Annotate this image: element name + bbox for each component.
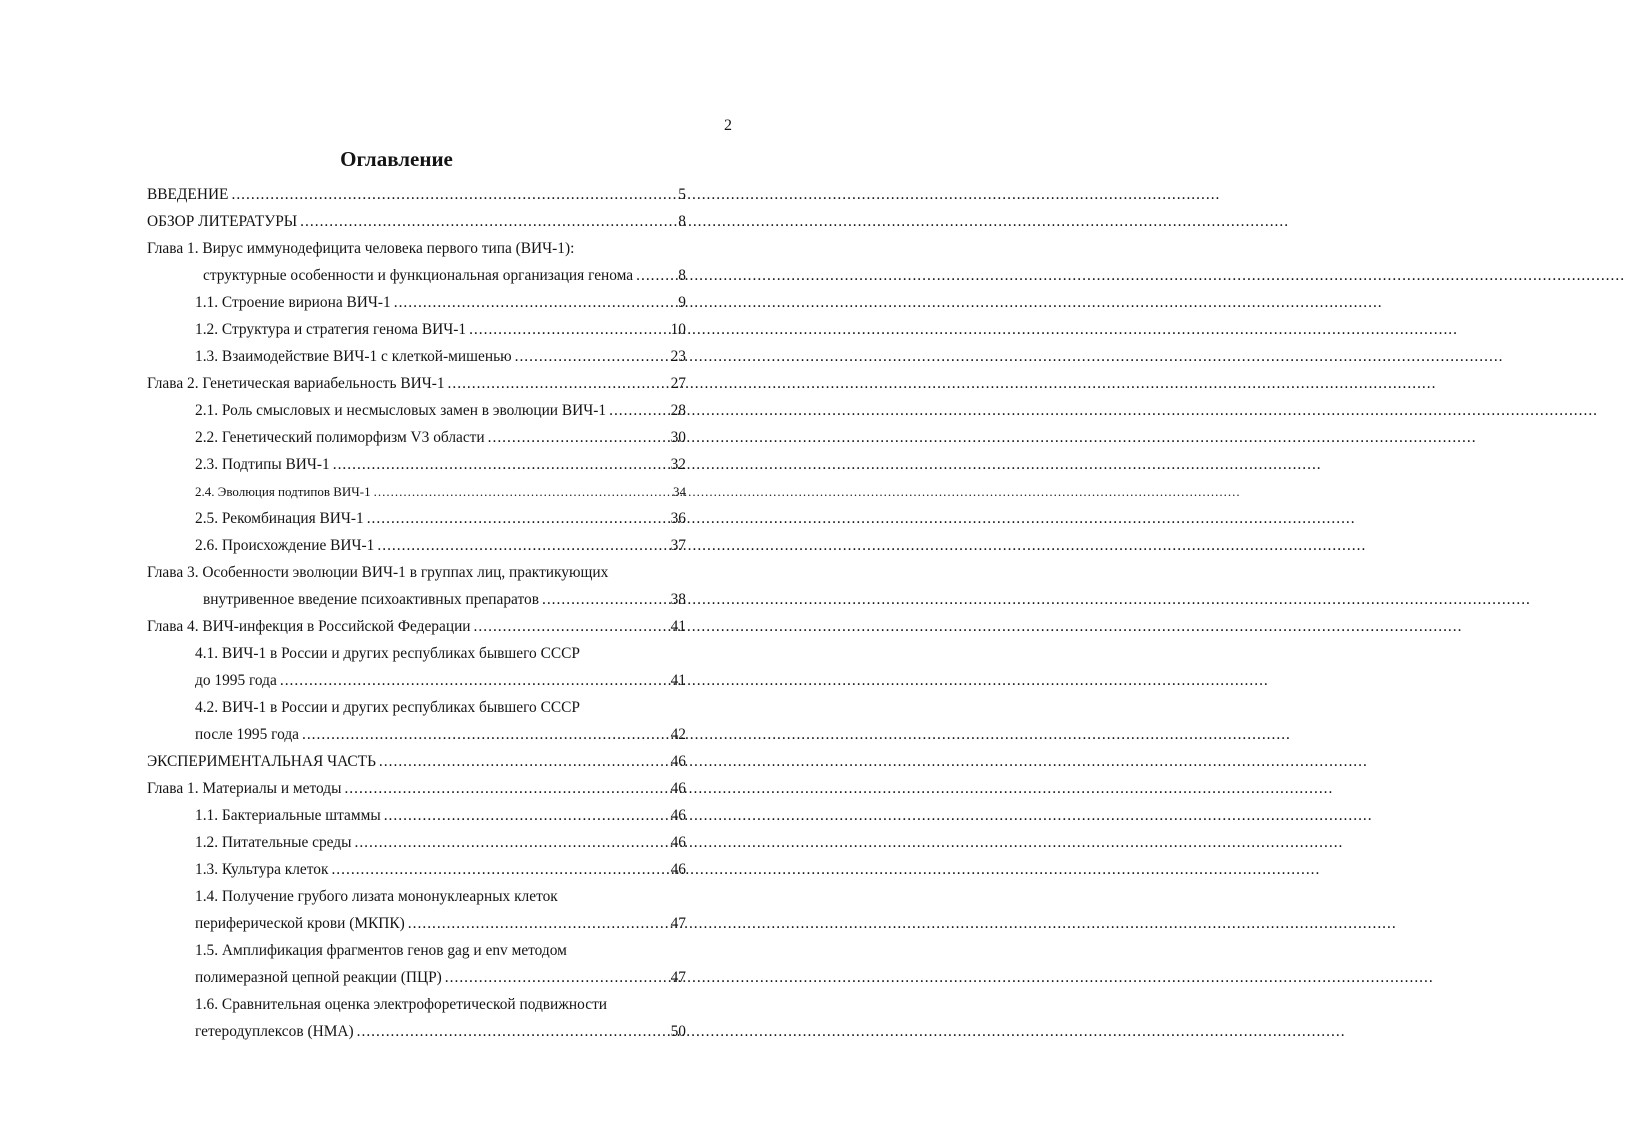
dot-leader [231,181,675,208]
toc-entry[interactable] [147,910,686,937]
toc-entry-page: 10 [670,321,686,338]
toc-entry[interactable] [147,721,686,748]
dot-leader [384,802,668,829]
toc-entry-text: внутривенное введение психоактивных препаратов [203,591,539,608]
toc-entry[interactable] [147,262,686,289]
toc-entry-text: 1.2. Питательные среды [195,834,352,851]
document-page [0,0,793,1122]
toc-entry[interactable] [147,505,686,532]
toc-entry-page: 47 [670,969,686,986]
dot-leader [300,208,675,235]
toc-entry-text: 1.2. Структура и стратегия генома ВИЧ-1 [195,321,467,338]
toc-entry-page: 8 [678,267,686,284]
dot-leader [344,775,667,802]
dot-leader [331,856,667,883]
toc-entry[interactable] [147,802,686,829]
dot-leader [488,424,668,451]
toc-entry-page: 8 [678,213,686,230]
dot-leader [542,586,668,613]
toc-entry-page: 32 [670,456,686,473]
dot-leader [302,721,668,748]
toc-entry-page: 5 [678,186,686,203]
toc-entry-page: 41 [670,672,686,689]
toc-entry-text: Глава 1. Материалы и методы [147,780,342,797]
dot-leader [515,343,668,370]
dot-leader [408,910,668,937]
toc-entry-page: 46 [670,861,686,878]
toc-entry[interactable] [147,289,686,316]
dot-leader [357,1018,668,1045]
toc-entry-text: 1.4. Получение грубого лизата мононуклеарных клеток [195,888,558,905]
table-of-contents [147,181,686,1045]
toc-entry-text: 4.2. ВИЧ-1 в России и других республиках бывшего СССР [195,699,580,716]
dot-leader [354,829,667,856]
toc-entry-text: структурные особенности и функциональная организация генома [203,267,634,284]
toc-entry[interactable] [147,235,686,262]
toc-entry-text: до 1995 года [195,672,277,689]
toc-entry[interactable] [147,694,686,721]
toc-entry-page: 42 [670,726,686,743]
toc-entry[interactable] [147,883,686,910]
toc-entry[interactable] [147,370,686,397]
toc-entry-page: 36 [670,510,686,527]
toc-entry-text: 2.3. Подтипы ВИЧ-1 [195,456,330,473]
toc-entry-page: 37 [670,537,686,554]
toc-entry-text: Глава 1. Вирус иммунодефицита человека первого типа (ВИЧ-1): [147,240,575,257]
toc-entry-text: периферической крови (МКПК) [195,915,405,932]
toc-entry-page: 41 [670,618,686,635]
toc-entry-text: 1.6. Сравнительная оценка электрофоретической подвижности [195,996,608,1013]
page-number: 2 [724,117,732,134]
toc-entry-text: 2.1. Роль смысловых и несмысловых замен в эволюции ВИЧ-1 [195,402,607,419]
toc-entry-text: 1.5. Амплификация фрагментов генов gag и env методом [195,942,567,959]
dot-leader [394,289,676,316]
toc-entry[interactable] [147,937,686,964]
toc-entry-page: 50 [670,1023,686,1040]
dot-leader [474,613,668,640]
toc-entry-page: 9 [678,294,686,311]
toc-entry-page: 46 [670,807,686,824]
dot-leader [367,505,668,532]
toc-entry-text: Глава 4. ВИЧ-инфекция в Российской Федерации [147,618,471,635]
toc-entry[interactable] [147,775,686,802]
dot-leader [609,397,668,424]
toc-entry[interactable] [147,424,686,451]
toc-entry-text: ВВЕДЕНИЕ [147,186,229,203]
toc-entry-text: 1.3. Взаимодействие ВИЧ-1 с клеткой-мишенью [195,348,512,365]
toc-entry-text: 1.3. Культура клеток [195,861,329,878]
toc-entry[interactable] [147,181,686,208]
toc-entry[interactable] [147,1018,686,1045]
toc-entry[interactable] [147,208,686,235]
toc-entry-text: ОБЗОР ЛИТЕРАТУРЫ [147,213,298,230]
dot-leader [448,370,668,397]
toc-entry-text: ЭКСПЕРИМЕНТАЛЬНАЯ ЧАСТЬ [147,753,376,770]
toc-entry[interactable] [147,532,686,559]
toc-entry-text: после 1995 года [195,726,299,743]
toc-entry-text: 2.5. Рекомбинация ВИЧ-1 [195,510,364,527]
toc-entry-page: 27 [670,375,686,392]
toc-entry[interactable] [147,964,686,991]
toc-entry-page: 34 [673,484,686,499]
dot-leader [280,667,668,694]
toc-entry-text: 4.1. ВИЧ-1 в России и других республиках бывшего СССР [195,645,580,662]
dot-leader [377,532,667,559]
toc-entry-text: Глава 3. Особенности эволюции ВИЧ-1 в группах лиц, практикующих [147,564,609,581]
toc-entry-text: 2.6. Происхождение ВИЧ-1 [195,537,375,554]
toc-entry[interactable] [147,991,686,1018]
toc-entry-page: 23 [670,348,686,365]
toc-entry[interactable] [147,451,686,478]
toc-entry-text: 1.1. Строение вириона ВИЧ-1 [195,294,391,311]
dot-leader [636,262,675,289]
toc-entry-text: гетеродуплексов (НМА) [195,1023,354,1040]
dot-leader [374,478,670,505]
toc-entry[interactable] [147,343,686,370]
toc-entry-page: 46 [670,834,686,851]
toc-entry-page: 38 [670,591,686,608]
toc-entry-text: 1.1. Бактериальные штаммы [195,807,381,824]
toc-entry[interactable] [147,667,686,694]
toc-entry[interactable] [147,640,686,667]
toc-entry[interactable] [147,613,686,640]
toc-entry-page: 47 [670,915,686,932]
toc-entry-page: 46 [670,780,686,797]
toc-entry-text: Глава 2. Генетическая вариабельность ВИЧ-1 [147,375,445,392]
toc-entry[interactable] [147,856,686,883]
toc-entry-page: 30 [670,429,686,446]
toc-entry-page: 46 [670,753,686,770]
toc-entry[interactable] [147,559,686,586]
dot-leader [469,316,668,343]
toc-entry-text: 2.2. Генетический полиморфизм V3 области [195,429,485,446]
toc-entry[interactable] [147,586,686,613]
toc-entry[interactable] [147,829,686,856]
toc-entry[interactable] [147,748,686,775]
toc-entry-text: 2.4. Эволюция подтипов ВИЧ-1 [195,484,371,499]
toc-entry-text: полимеразной цепной реакции (ПЦР) [195,969,442,986]
toc-entry[interactable] [147,316,686,343]
toc-entry-page: 28 [670,402,686,419]
page-title: Оглавление [340,147,453,171]
dot-leader [379,748,668,775]
dot-leader [333,451,668,478]
toc-entry[interactable] [147,478,686,505]
toc-entry[interactable] [147,397,686,424]
dot-leader [445,964,668,991]
